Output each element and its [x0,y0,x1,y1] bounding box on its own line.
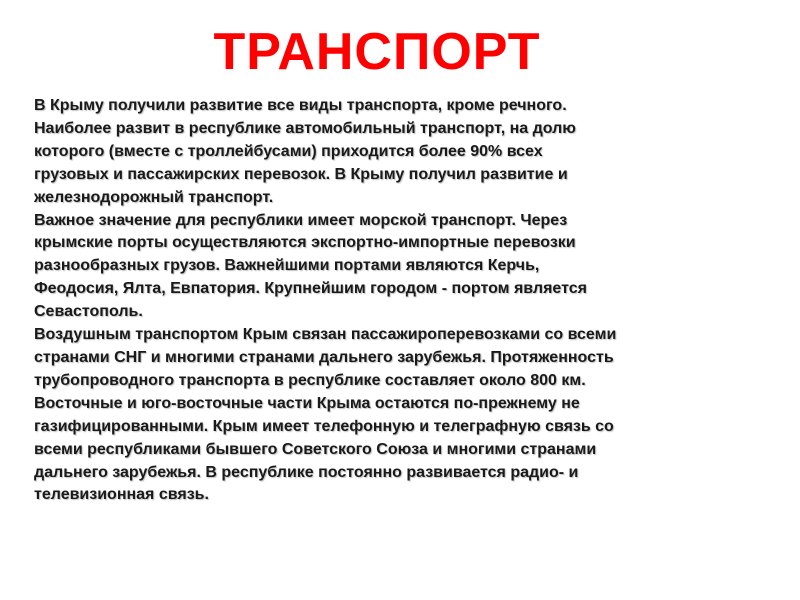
text-line: железнодорожный транспорт. [34,188,274,206]
text-line: Восточные и юго-восточные части Крыма остаются по-прежнему не [34,394,580,412]
text-line: В Крыму получили развитие все виды транспорта, кроме речного. [34,97,567,114]
text-line: грузовых и пассажирских перевозок. В Крыму получил развитие и [34,165,568,183]
text-line: трубопроводного транспорта в республике составляет около 800 км. [34,371,586,389]
text-line: газифицированными. Крым имеет телефонную и телеграфную связь со [34,417,614,435]
slide-body-text [34,95,774,507]
text-line: Важное значение для республики имеет морской транспорт. Через [34,211,568,229]
text-line: Наиболее развит в республике автомобильный транспорт, на долю [34,119,576,137]
text-line: крымские порты осуществляются экспортно-импортные перевозки [34,234,576,252]
text-line: странами СНГ и многими странами дальнего зарубежья. Протяженность [34,348,614,366]
text-line: телевизионная связь. [34,486,209,504]
text-line: Севастополь. [34,303,143,321]
text-line: разнообразных грузов. Важнейшими портами являются Керчь, [34,257,540,275]
text-line: Воздушным транспортом Крым связан пассажироперевозками со всеми [34,326,617,344]
text-line: которого (вместе с троллейбусами) приходится более 90% всех [34,142,543,160]
text-line: дальнего зарубежья. В республике постоянно развивается радио- и [34,463,579,481]
text-line: всеми республиками бывшего Советского Союза и многими странами [34,440,597,458]
text-line: Феодосия, Ялта, Евпатория. Крупнейшим городом - портом является [34,280,587,298]
slide-title: ТРАНСПОРТ [213,23,541,81]
